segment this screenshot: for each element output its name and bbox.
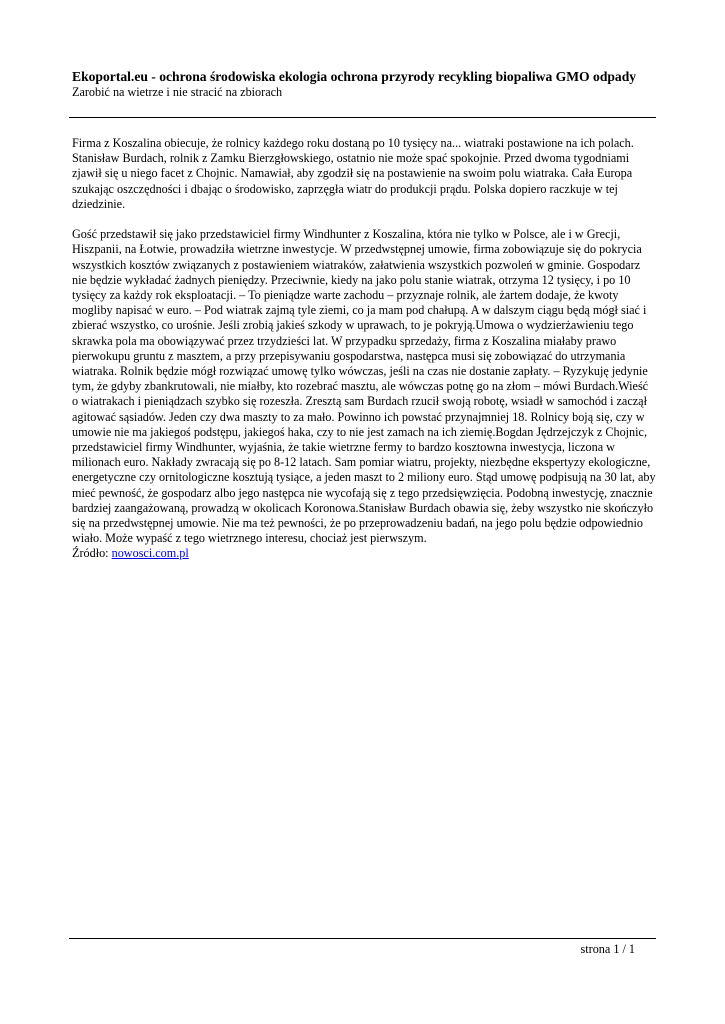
page-number: strona 1 / 1: [580, 942, 635, 956]
source-line: [72, 546, 662, 561]
text-line: umowie nie ma jakiegoś podstępu, jakiegoś haka, czy to nie jest zamach na ich ziemię.Bogdan Jędrzejczyk z Chojnic,: [72, 424, 647, 439]
text-line: zjawił się u niego facet z Chojnic. Namawiał, aby zgodził się na postawienie na swoim polu wiatraka. Cała Europa: [72, 166, 633, 181]
text-line: pierwokupu gruntu z masztem, a przy przepisywaniu gospodarstwa, następca musi się zobowiązać do utrzymania: [72, 348, 626, 363]
text-line: energetyczne czy ornitologiczne kosztują tysiące, a jeden maszt to 2 miliony euro. Stąd umowę podpisują na 30 lat, aby: [72, 470, 656, 485]
text-line: wiało. Może wypaść z tego wietrznego interesu, chociaż jest pierwszym.: [72, 531, 427, 546]
text-line: się na przedwstępnej umowie. Nie ma też pewności, że po przeprowadzeniu badań, na jego polu będzie odpowiednio: [72, 516, 643, 531]
source-label: Źródło:: [72, 546, 112, 561]
footer-divider: [69, 938, 656, 939]
text-line: Hiszpanii, na Łotwie, prowadziła wietrzne inwestycje. W przedwstępnej umowie, firma zobowiązuje się do pokrycia: [72, 242, 642, 257]
text-line: mogliby napisać w euro. – Pod wiatrak zajmą tyle ziemi, co ja mam pod chałupą. A w dalszym ciągu będą mógł siać i: [72, 303, 647, 318]
text-line: skrawka pola ma obowiązywać przez trzydzieści lat. W przypadku sprzedaży, firma z Koszalina miałaby prawo: [72, 333, 617, 348]
text-line: przedstawiciel firmy Windhunter, wyjaśnia, że takie wietrzne fermy to bardzo kosztowna inwestycja, liczona w: [72, 440, 615, 455]
text-line: mieć pewność, że gospodarz albo jego następca nie wycofają się z tego przedsięwzięcia. Podobną inwestycję, znacznie: [72, 485, 653, 500]
paragraph-2: [72, 227, 662, 546]
text-line: wiatraka. Rolnik będzie mógł rozwiązać umowę tylko wówczas, jeśli na czas nie dostanie zapłaty. – Ryzykuję jedynie: [72, 364, 648, 379]
page-title: Ekoportal.eu - ochrona środowiska ekologia ochrona przyrody recykling biopaliwa GMO odpady: [72, 69, 637, 84]
text-line: zbierać wszystko, co urośnie. Jeśli zrobią jakieś szkody w uprawach, to je pokryją.Umowa o wydzierżawieniu tego: [72, 318, 634, 333]
text-line: bardziej zaangażowaną, prowadzą w okolicach Koronowa.Stanisław Burdach obawia się, żeby wszystko nie skończyło: [72, 500, 654, 515]
article-body: [72, 136, 662, 562]
article-title: Zarobić na wietrze i nie stracić na zbiorach: [72, 85, 283, 99]
text-line: milionach euro. Nakłady zwracają się po 8-12 latach. Sam pomiar wiatru, projekty, niezbędne ekspertyzy ekologiczne,: [72, 455, 651, 470]
text-line: szukając oszczędności i dbając o środowisko, zaprzęgła wiatr do produkcji prądu. Polska dopiero raczkuje w tej: [72, 181, 618, 196]
text-line: Stanisław Burdach, rolnik z Zamku Bierzgłowskiego, ostatnio nie może spać spokojnie. Przed dwoma tygodniami: [72, 151, 630, 166]
text-line: tym, że gdyby zbankrutowali, nie miałby, kto rozebrać masztu, ale wówczas potnę go na złom – mówi Burdach.Wieść: [72, 379, 649, 394]
source-link[interactable]: nowosci.com.pl: [111, 546, 189, 561]
text-line: nie będzie wykładać żadnych pieniędzy. Przeciwnie, kiedy na jako polu stanie wiatrak, otrzyma 12 tysięcy, i po 10: [72, 272, 631, 287]
text-line: agitować sąsiadów. Jeden czy dwa maszty to za mało. Powinno ich powstać przynajmniej 18. Rolnicy boją się, czy w: [72, 409, 645, 424]
document-header: [72, 68, 658, 100]
text-line: o wiatrakach i pieniądzach szybko się rozeszła. Zresztą sam Burdach rzucił swoją robotę, wsiadł w samochód i zaczął: [72, 394, 647, 409]
text-line: tysięcy za każdy rok eksploatacji. – To pieniądze warte zachodu – przyznaje rolnik, ale żartem dodaje, że kwoty: [72, 288, 619, 303]
text-line: dziedzinie.: [72, 196, 126, 211]
header-divider: [69, 117, 656, 118]
text-line: Firma z Koszalina obiecuje, że rolnicy każdego roku dostaną po 10 tysięcy na... wiatraki postawione na ich polach.: [72, 136, 634, 150]
text-line: Gość przedstawił się jako przedstawiciel firmy Windhunter z Koszalina, która nie tylko w Polsce, ale i w Grecji,: [72, 227, 621, 242]
paragraph-spacer: [72, 212, 662, 227]
text-line: wszystkich kosztów związanych z postawieniem wiatraków, załatwienia wszystkich pozwoleń w gminie. Gospodarz: [72, 257, 641, 272]
paragraph-1: [72, 136, 662, 212]
